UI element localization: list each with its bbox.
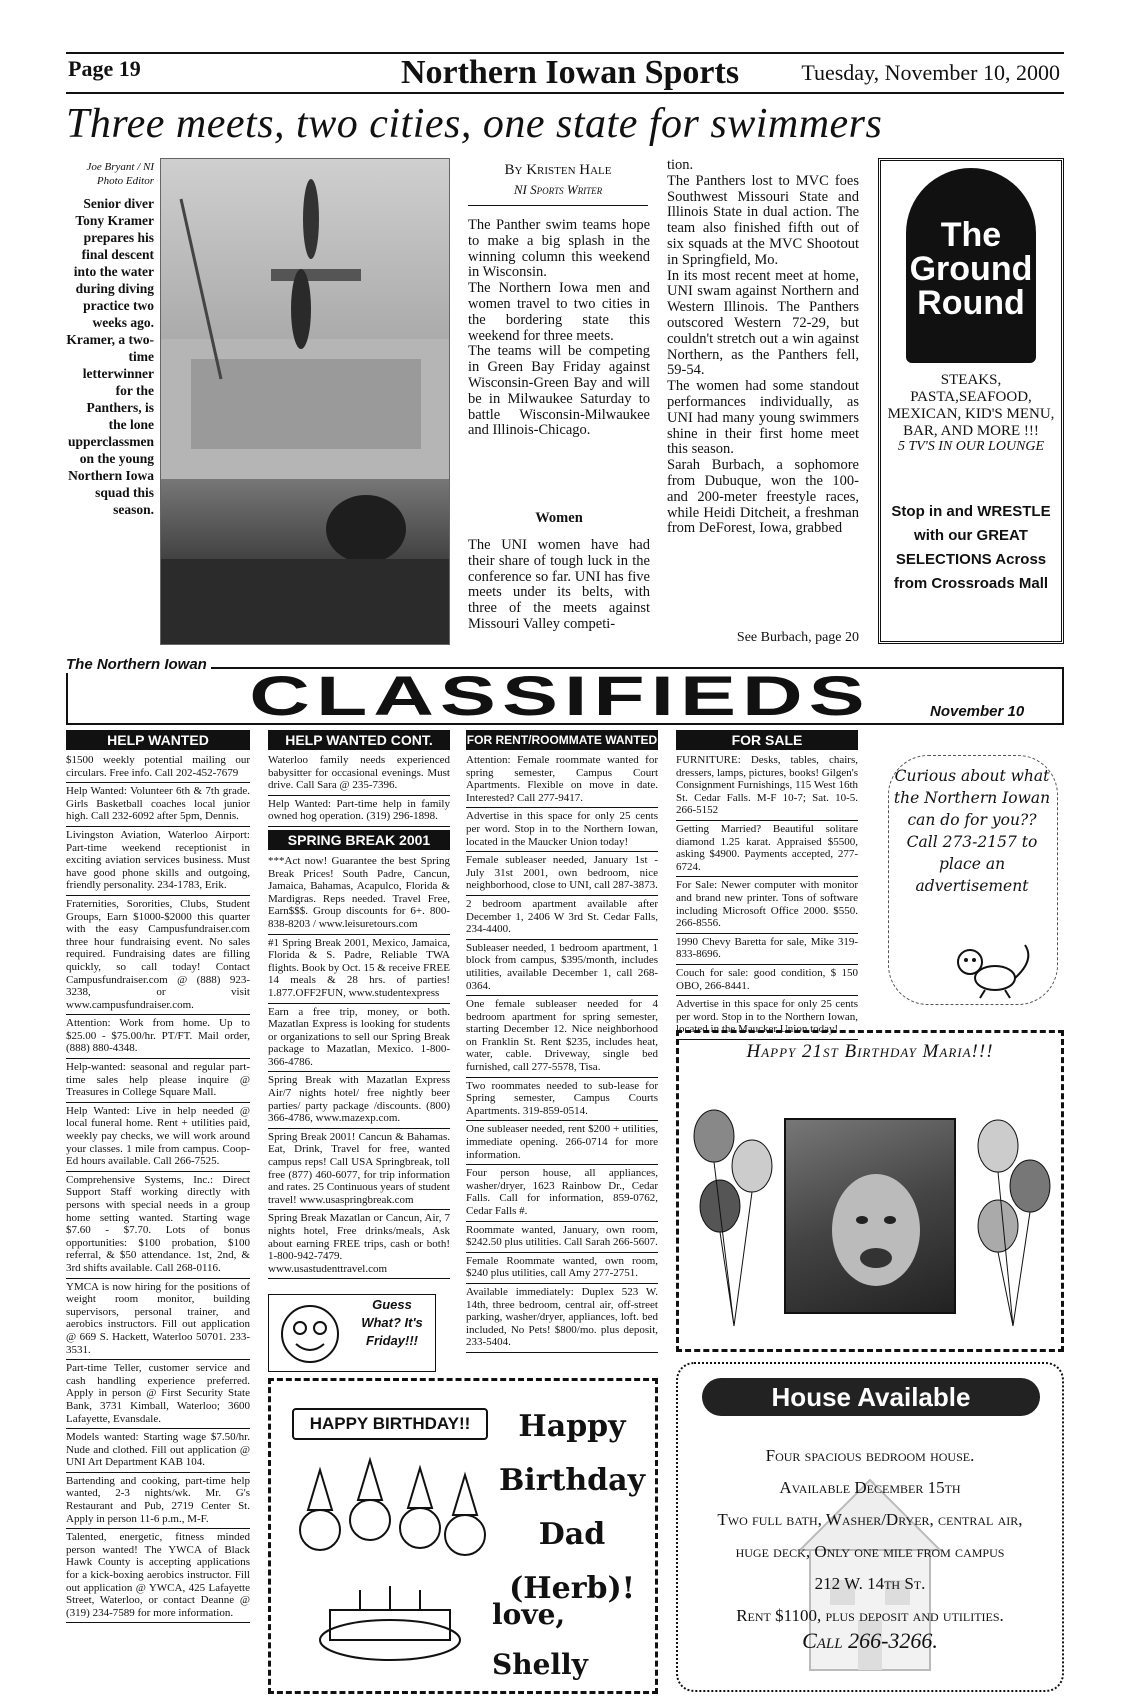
header-spring-break: SPRING BREAK 2001: [268, 830, 450, 850]
help-wanted-cont-column: [268, 752, 450, 1279]
balloons-left-icon: [684, 1096, 784, 1336]
classified-listing: Four person house, all appliances, washer/dryer, 1623 Rainbow Dr., Cedar Falls. Call for information, 859-0762, Cedar Falls #.: [466, 1165, 658, 1221]
classified-listing: Attention: Work from home. Up to $25.00 - $75.00/hr. PT/FT. Mail order, (888) 880-4348.: [66, 1015, 250, 1059]
ground-round-tv: 5 TV'S IN OUR LOUNGE: [897, 439, 1045, 454]
cartoon-face-icon: [274, 1298, 348, 1368]
classified-listing: Roommate wanted, January, own room, $242.50 plus utilities. Call Sarah 266-5607.: [466, 1222, 658, 1253]
ground-round-logo-text: The Ground Round: [909, 216, 1033, 322]
house-line-5: 212 W. 14th St.: [814, 1574, 926, 1593]
header-for-rent: FOR RENT/ROOMMATE WANTED: [466, 730, 658, 750]
dad-birthday-banner: HAPPY BIRTHDAY!!: [292, 1408, 488, 1440]
article-column-1: The Panther swim teams hope to make a big splash in the winning column this weekend in Wisconsin. The Northern Iowa men and women travel to two cities in the bordering state this weekend for three meets. The teams will be competing in Green Bay Friday against Wisconsin-Green Bay and will be in Milwaukee Saturday to battle Wisconsin-Milwaukee and Illinois-Chicago.: [468, 217, 650, 439]
house-available-title: House Available: [702, 1378, 1040, 1416]
classified-listing: Comprehensive Systems, Inc.: Direct Support Staff working directly with persons with special needs in a group home setting wanted. Starting wage $7.60 - $7.70. Lots of bonus opportunities: $100 probation, $100 referral, & $50 attendance. 1st, 2nd, & 3rd shifts available. Call 268-0116.: [66, 1172, 250, 1279]
party-illustration: [290, 1450, 490, 1680]
byline-divider: [468, 205, 648, 206]
classifieds-title: CLASSIFIEDS: [249, 664, 871, 727]
classified-listing: Spring Break 2001! Cancun & Bahamas. Eat, Drink, Travel for free, wanted campus reps! Call USA Springbreak, toll free (877) 460-6077, for trip information and rates. 25 Continuous years of student travel! www.usaspringbreak.com: [268, 1129, 450, 1211]
classified-listing: Advertise in this space for only 25 cents per word. Stop in to the Northern Iowan, located in the Maucker Union today!: [466, 808, 658, 852]
balloons-right-icon: [958, 1096, 1058, 1336]
article-subhead-women: Women: [535, 510, 583, 526]
for-sale-column: [676, 752, 858, 1040]
section-label: The Northern Iowan: [66, 656, 211, 673]
ground-round-stop: Stop in and WRESTLE with our GREAT SELECTIONS Across from Crossroads Mall: [891, 503, 1051, 592]
house-line-4: huge deck, Only one mile from campus: [735, 1542, 1005, 1561]
article-column-1-continued: The UNI women have had their share of tough luck in the conference so far. UNI has five meets under its belts, with three of the meets against Missouri Valley competi-: [468, 537, 650, 632]
page-number: Page 19: [68, 56, 141, 81]
diver-photo: [160, 158, 450, 645]
byline: By Kristen Hale: [504, 162, 612, 178]
dad-birthday-message: Happy Birthday Dad (Herb)!: [498, 1409, 646, 1606]
classified-listing: ***Act now! Guarantee the best Spring Break Prices! South Padre, Cancun, Jamaica, Bahamas, Acapulco, Florida & Mardigras. Reps needed. Travel Free, Earn$$$. Group discounts for 6+. 800-838-8203 / www.leisuretours.com: [268, 853, 450, 935]
diver-photo-illustration: [161, 159, 450, 645]
curious-ad-text: Curious about what the Northern Iowan can do for you?? Call 273-2157 to place an advertisement: [893, 767, 1051, 895]
classified-listing: Advertise in this space for only 25 cents per word. Stop in to the Northern Iowan, located in the Maucker Union today!: [676, 996, 858, 1040]
classified-listing: Two roommates needed to sub-lease for Spring semester, Campus Courts Apartments. 319-859-0514.: [466, 1078, 658, 1122]
monkey-icon: [940, 940, 1040, 1000]
house-call-line: Call 266-3266.: [802, 1628, 938, 1653]
classified-listing: One subleaser needed, rent $200 + utilities, immediate opening. 266-0714 for more information.: [466, 1121, 658, 1165]
classified-listing: Spring Break with Mazatlan Express Air/7 nights hotel/ free nightly beer parties/ party package /discounts. (800) 366-4786, www.mazexp.com.: [268, 1072, 450, 1128]
house-line-2: Available December 15th: [779, 1478, 961, 1497]
photo-caption: Senior diver Tony Kramer prepares his final descent into the water during diving practice two weeks ago. Kramer, a two-time letterwinner for the Panthers, is the lone upperclassmen on the young Northern Iowa squad this season.: [66, 196, 154, 517]
classified-listing: Waterloo family needs experienced babysitter for occasional evenings. Must drive. Call Sara @ 235-7396.: [268, 752, 450, 796]
masthead-rule-bottom: [66, 92, 1064, 94]
classified-listing: Couch for sale: good condition, $ 150 OBO, 266-8441.: [676, 965, 858, 996]
issue-date: Tuesday, November 10, 2000: [801, 60, 1060, 85]
header-help-wanted: HELP WANTED: [66, 730, 250, 750]
classified-listing: YMCA is now hiring for the positions of weight room monitor, building supervisors, personal trainer, and aerobics instructors. Fill out application @ 669 S. Hackett, Waterloo 50701. 233-3531.: [66, 1279, 250, 1361]
classified-listing: 2 bedroom apartment available after December 1, 2406 W 3rd St. Cedar Falls, 234-4400.: [466, 896, 658, 940]
maria-portrait: [786, 1120, 954, 1312]
house-line-3: Two full bath, Washer/Dryer, central air,: [717, 1510, 1023, 1529]
maria-photo: [784, 1118, 956, 1314]
header-for-sale: FOR SALE: [676, 730, 858, 750]
guess-what-text: Guess What? It's Friday!!!: [361, 1297, 423, 1348]
help-wanted-column: [66, 752, 250, 1623]
dad-birthday-signature: love, Shelly: [492, 1598, 588, 1681]
classified-listing: Female subleaser needed, January 1st - July 31st 2001, own bedroom, nice neighborhood, close to UNI, call 287-3873.: [466, 852, 658, 896]
header-help-wanted-cont: HELP WANTED CONT.: [268, 730, 450, 750]
byline-title: NI Sports Writer: [513, 182, 603, 197]
classified-listing: $1500 weekly potential mailing our circulars. Free info. Call 202-452-7679: [66, 752, 250, 783]
ground-round-logo: [906, 168, 1036, 363]
for-rent-column: [466, 752, 658, 1353]
classified-listing: Earn a free trip, money, or both. Mazatlan Express is looking for students or organizations to sell our Spring Break package to Mazatlan, Mexico. 1-800-366-4786.: [268, 1004, 450, 1073]
classified-listing: Available immediately: Duplex 523 W. 14th, three bedroom, central air, off-street parking, washer/dryer, appliances, loft. bed included, No Pets! $800/mo. plus deposit, 233-5404.: [466, 1284, 658, 1353]
maria-birthday-title: Happy 21st Birthday Maria!!!: [746, 1041, 994, 1062]
classified-listing: Spring Break Mazatlan or Cancun, Air, 7 nights hotel, Free drinks/meals, Ask about earning FREE trips, cash or both! 1-800-942-7479. www.usastudenttravel.com: [268, 1210, 450, 1279]
classified-listing: Help Wanted: Part-time help in family owned hog operation. (319) 296-1898.: [268, 796, 450, 827]
classified-listing: Talented, energetic, fitness minded person wanted! The YWCA of Black Hawk County is accepting applications for a kick-boxing aerobics instructor. Fill out application @ YWCA, 425 Lafayette Street, Waterloo, or contact Deanne @ (319) 234-7589 for more information.: [66, 1529, 250, 1623]
classified-listing: One female subleaser needed for 4 bedroom apartment for spring semester, starting December 12. Nice neighborhood on Franklin St. Rent $235, includes heat, water, cable. Driveway, single bed furnished, call 277-5578, Tisa.: [466, 996, 658, 1078]
house-available-details: [684, 1440, 1056, 1632]
house-line-6: Rent $1100, plus deposit and utilities.: [736, 1606, 1004, 1625]
classified-listing: Livingston Aviation, Waterloo Airport: Part-time weekend receptionist in exciting aviation services business. Must have good phone skills and outgoing, friendly personality. 234-1783, Erik.: [66, 827, 250, 896]
classified-listing: Help-wanted: seasonal and regular part-time sales help please inquire @ Treasures in College Square Mall.: [66, 1059, 250, 1103]
classified-listing: Female Roommate wanted, own room, $240 plus utilities, call Amy 277-2751.: [466, 1253, 658, 1284]
classified-listing: Getting Married? Beautiful solitare diamond 1.25 karat. Appraised $5500, asking $4900. Payments accepted, 277-6724.: [676, 821, 858, 877]
classified-listing: 1990 Chevy Baretta for sale, Mike 319-833-8696.: [676, 934, 858, 965]
classified-listing: Bartending and cooking, part-time help wanted, 2-3 nights/wk. Mr. G's Restaurant and Pub, 2719 Center St. Apply in person 11-6 p.m., M-F.: [66, 1473, 250, 1529]
section-title: Northern Iowan Sports: [400, 54, 740, 91]
article-jump-line: See Burbach, page 20: [736, 630, 859, 645]
classifieds-date: November 10: [930, 703, 1025, 720]
article-column-2: tion. The Panthers lost to MVC foes Southwest Missouri State and Illinois State in dual action. The team also finished fifth out of six squads at the MVC Shootout in Springfield, Mo. In its most recent meet at home, UNI swam against Northern and Western Illinois. The Panthers outscored Western 72-29, but couldn't stretch out a win against Northern, as the Panthers fell, 59-54. The women had some standout performances individually, as UNI had many young swimmers shine in their first home meet this season. Sarah Burbach, a sophomore from Dubuque, won the 100- and 200-meter freestyle races, while Heidi Ditcheit, a freshman from DeForest, Iowa, grabbed: [667, 157, 859, 537]
classified-listing: FURNITURE: Desks, tables, chairs, dressers, lamps, pictures, books! Gilgen's Consignment Furnishings, 115 West 16th St. Cedar Falls. M-F 10-7; Sat. 10-5. 266-5152: [676, 752, 858, 821]
article-headline: Three meets, two cities, one state for swimmers: [66, 101, 883, 147]
house-line-1: Four spacious bedroom house.: [765, 1446, 975, 1465]
classified-listing: Subleaser needed, 1 bedroom apartment, 1 block from campus, $395/month, includes utilities, available December 1, call 268-0364.: [466, 940, 658, 996]
classified-listing: Help Wanted: Volunteer 6th & 7th grade. Girls Basketball coaches local junior high. Call 232-6092 after 5pm, Dennis.: [66, 783, 250, 827]
classified-listing: Fraternities, Sororities, Clubs, Student Groups, Earn $1000-$2000 this quarter with the easy Campusfundraiser.com three hour fundraising event. No sales required. Fundraising dates are filling quickly, so call today! Contact Campusfundraiser.com @ (888) 923-3238, or visit www.campusfundraiser.com.: [66, 896, 250, 1015]
classified-listing: Help Wanted: Live in help needed @ local funeral home. Rent + utilities paid, weekly pay checks, we will work around your classes. 1 mile from campus. Coop-Ed hours available. Call 266-7525.: [66, 1103, 250, 1172]
classified-listing: For Sale: Newer computer with monitor and brand new printer. Tons of software including Microsoft Office 2000. $550. 266-8556.: [676, 877, 858, 933]
classified-listing: #1 Spring Break 2001, Mexico, Jamaica, Florida & S. Padre, Reliable TWA flights. Book by Oct. 15 & receive FREE 14 meals & 28 hrs. of parties! 1.877.OFF2FUN, www.studentexpress: [268, 935, 450, 1004]
classified-listing: Models wanted: Starting wage $7.50/hr. Nude and clothed. Fill out application @ UNI Art Department KAB 104.: [66, 1429, 250, 1473]
classified-listing: Attention: Female roommate wanted for spring semester, Campus Court Apartments. Flexible on move in date. Interested? Call 277-9417.: [466, 752, 658, 808]
photo-credit: Joe Bryant / NI Photo Editor: [86, 161, 154, 187]
ground-round-menu: STEAKS, PASTA,SEAFOOD, MEXICAN, KID'S MENU, BAR, AND MORE !!!: [887, 372, 1055, 439]
classified-listing: Part-time Teller, customer service and cash handling experience preferred. Apply in person @ First Security State Bank, 3731 Kimball, Waterloo; 3600 Lafayette, Evansdale.: [66, 1360, 250, 1429]
